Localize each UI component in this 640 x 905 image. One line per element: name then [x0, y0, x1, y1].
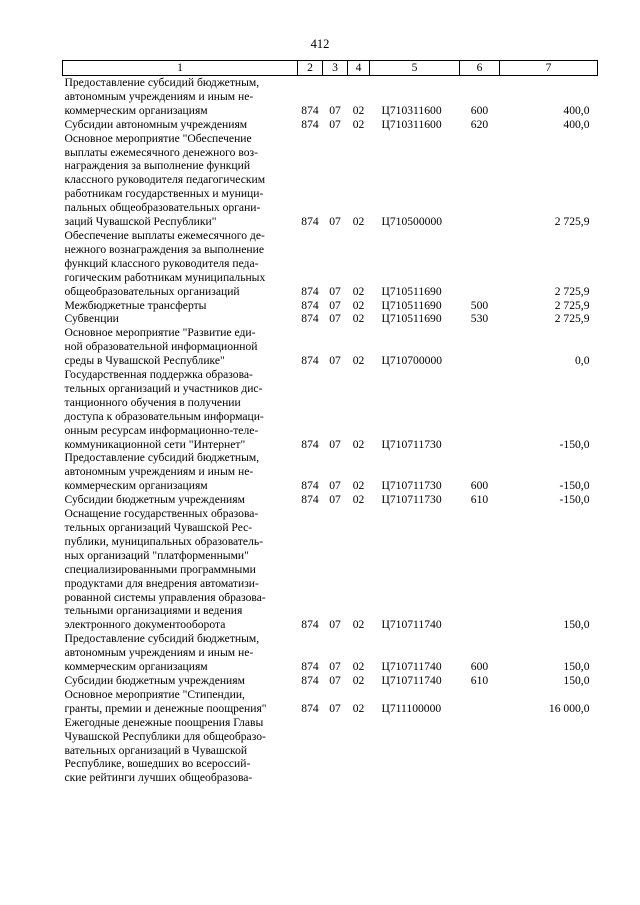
- section-code-cell: [323, 716, 348, 786]
- expense-name-line: Субвенции: [64, 312, 119, 326]
- expense-type-cell: 610: [470, 673, 489, 687]
- expense-name-cell: [63, 76, 298, 118]
- expense-type-cell: [460, 368, 500, 451]
- expense-name-cell: [63, 451, 298, 493]
- amount-cell: -150,0: [559, 479, 590, 493]
- expense-name-line: выплаты ежемесячного денежного воз-: [64, 145, 258, 159]
- expense-name-cell: [63, 716, 298, 786]
- table-row: [63, 299, 598, 313]
- column-header: 5: [370, 61, 460, 76]
- expense-name-line: Межбюджетные трансферты: [64, 298, 207, 312]
- column-header: 3: [323, 61, 348, 76]
- expense-name-line: Предоставление субсидий бюджетным,: [64, 76, 260, 89]
- amount-cell: 400,0: [563, 103, 590, 117]
- target-article-cell: Ц710711730: [381, 493, 442, 507]
- expense-name-line: коммерческим организациям: [64, 479, 208, 493]
- expense-name-line: Субсидии автономным учреждениям: [64, 117, 248, 131]
- expense-name-cell: [63, 326, 298, 368]
- section-code-cell: 07: [329, 673, 341, 687]
- expense-name-line: функций классного руководителя педа-: [64, 256, 259, 270]
- target-article-cell: [370, 716, 460, 786]
- amount-cell: 2 725,9: [554, 215, 590, 229]
- amount-cell: -150,0: [559, 437, 590, 451]
- subsection-code-cell: 02: [352, 215, 365, 229]
- admin-code-cell: 874: [301, 312, 319, 326]
- section-code-cell: 07: [329, 354, 341, 368]
- column-header: 1: [63, 61, 298, 76]
- expense-type-cell: [460, 326, 500, 368]
- admin-code-cell: 874: [301, 284, 319, 298]
- section-code-cell: 07: [329, 215, 341, 229]
- expense-name-line: коммуникационной сети "Интернет": [64, 437, 246, 451]
- expense-type-cell: 620: [470, 117, 489, 131]
- column-header: 2: [298, 61, 323, 76]
- expense-name-line: Чувашской Республики для общеобразо-: [64, 729, 266, 743]
- expense-name-line: классного руководителя педагогическим: [64, 173, 266, 187]
- admin-code-cell: 874: [301, 437, 319, 451]
- expense-name-cell: [63, 632, 298, 674]
- table-row: [63, 716, 598, 786]
- table-row: [63, 118, 598, 132]
- table-row: [63, 76, 598, 118]
- section-code-cell: 07: [329, 660, 341, 674]
- expense-type-cell: 600: [470, 479, 489, 493]
- subsection-code-cell: 02: [352, 479, 365, 493]
- target-article-cell: Ц710511690: [381, 298, 442, 312]
- expense-name-line: Субсидии бюджетным учреждениям: [64, 673, 245, 687]
- expense-name-line: вательных организаций в Чувашской: [64, 743, 248, 757]
- expense-name-line: ных организаций "платформенными": [64, 548, 249, 562]
- expense-name-line: Предоставление субсидий бюджетным,: [64, 451, 260, 465]
- amount-cell: 150,0: [563, 673, 590, 687]
- admin-code-cell: 874: [301, 660, 319, 674]
- expense-name-line: Субсидии бюджетным учреждениям: [64, 493, 245, 507]
- target-article-cell: Ц710511690: [381, 312, 442, 326]
- section-code-cell: 07: [329, 618, 341, 632]
- amount-cell: 400,0: [563, 117, 590, 131]
- expense-name-line: Основное мероприятие "Развитие еди-: [64, 326, 256, 340]
- target-article-cell: Ц710711740: [381, 660, 442, 674]
- expense-type-cell: 600: [470, 660, 489, 674]
- column-header: 7: [500, 61, 598, 76]
- subsection-code-cell: 02: [352, 701, 365, 715]
- expense-name-cell: [63, 507, 298, 632]
- table-row: [63, 312, 598, 326]
- table-row: [63, 451, 598, 493]
- expense-name-line: танционного обучения в получении: [64, 395, 241, 409]
- expense-name-cell: [63, 368, 298, 451]
- table-row: [63, 132, 598, 229]
- expense-name-cell: [63, 312, 298, 326]
- section-code-cell: 07: [329, 298, 341, 312]
- target-article-cell: Ц710311600: [381, 103, 442, 117]
- admin-code-cell: 874: [301, 701, 319, 715]
- subsection-code-cell: 02: [352, 117, 365, 131]
- expense-name-line: Предоставление субсидий бюджетным,: [64, 632, 260, 646]
- expense-name-line: ские рейтинги лучших общеобразова-: [64, 771, 253, 785]
- subsection-code-cell: 02: [352, 354, 365, 368]
- amount-cell: 2 725,9: [554, 312, 590, 326]
- column-header: 6: [460, 61, 500, 76]
- expense-type-cell: [460, 132, 500, 229]
- expense-type-cell: [460, 716, 500, 786]
- table-row: [63, 229, 598, 299]
- subsection-code-cell: 02: [352, 493, 365, 507]
- expense-name-line: гогическим работникам муниципальных: [64, 270, 266, 284]
- subsection-code-cell: 02: [352, 298, 365, 312]
- expense-type-cell: 600: [470, 103, 489, 117]
- expense-name-line: Основное мероприятие "Обеспечение: [64, 131, 252, 145]
- section-code-cell: 07: [329, 493, 341, 507]
- expense-name-line: ной образовательной информационной: [64, 340, 258, 354]
- expense-name-line: тельных организаций и участников дис-: [64, 381, 263, 395]
- expense-name-line: продуктами для внедрения автоматизи-: [64, 576, 259, 590]
- expense-name-line: доступа к образовательным информаци-: [64, 409, 264, 423]
- admin-code-cell: 874: [301, 298, 319, 312]
- expense-name-cell: [63, 299, 298, 313]
- expense-name-line: заций Чувашской Республики": [64, 215, 217, 229]
- expense-name-line: публики, муниципальных образователь-: [64, 534, 264, 548]
- target-article-cell: Ц710511690: [381, 284, 442, 298]
- expense-name-cell: [63, 132, 298, 229]
- subsection-code-cell: [348, 716, 370, 786]
- admin-code-cell: 874: [301, 673, 319, 687]
- table-row: [63, 688, 598, 716]
- expense-name-line: Основное мероприятие "Стипендии,: [64, 687, 245, 701]
- expense-name-line: награждения за выполнение функций: [64, 159, 251, 173]
- admin-code-cell: 874: [301, 493, 319, 507]
- expense-type-cell: 530: [470, 312, 489, 326]
- expense-name-line: Республике, вошедших во всероссий-: [64, 757, 251, 771]
- table-row: [63, 368, 598, 451]
- expense-type-cell: 610: [470, 493, 489, 507]
- expense-name-line: работникам государственных и муници-: [64, 187, 264, 201]
- expense-name-line: рованной системы управления образова-: [64, 590, 266, 604]
- amount-cell: 16 000,0: [548, 701, 590, 715]
- admin-code-cell: 874: [301, 618, 319, 632]
- amount-cell: 0,0: [575, 354, 590, 368]
- amount-cell: [500, 716, 598, 786]
- admin-code-cell: 874: [301, 479, 319, 493]
- amount-cell: 150,0: [563, 660, 590, 674]
- table-row: [63, 326, 598, 368]
- expense-name-cell: [63, 118, 298, 132]
- target-article-cell: Ц710711730: [381, 479, 442, 493]
- expense-name-line: общеобразовательных организаций: [64, 284, 240, 298]
- admin-code-cell: 874: [301, 117, 319, 131]
- table-row: [63, 632, 598, 674]
- admin-code-cell: 874: [301, 103, 319, 117]
- subsection-code-cell: 02: [352, 437, 365, 451]
- section-code-cell: 07: [329, 312, 341, 326]
- target-article-cell: Ц710500000: [381, 215, 443, 229]
- subsection-code-cell: 02: [352, 103, 365, 117]
- expense-name-line: Государственная поддержка образова-: [64, 368, 253, 382]
- table-header-row: [63, 61, 598, 76]
- expense-name-line: тельными организациями и ведения: [64, 604, 243, 618]
- subsection-code-cell: 02: [352, 618, 365, 632]
- amount-cell: 150,0: [563, 618, 590, 632]
- expense-name-line: автономным учреждениям и иным не-: [64, 646, 254, 660]
- expense-name-line: электронного документооборота: [64, 618, 226, 632]
- expense-type-cell: [460, 507, 500, 632]
- expense-name-line: онным ресурсам информационно-теле-: [64, 423, 259, 437]
- expense-name-line: Ежегодные денежные поощрения Главы: [64, 715, 264, 729]
- amount-cell: 2 725,9: [554, 284, 590, 298]
- page-number: 412: [310, 37, 330, 51]
- expense-name-cell: [63, 229, 298, 299]
- expense-type-cell: [460, 688, 500, 716]
- expense-name-line: специализированными программными: [64, 562, 256, 576]
- expense-name-cell: [63, 493, 298, 507]
- expense-name-line: пальных общеобразовательных органи-: [64, 201, 261, 215]
- section-code-cell: 07: [329, 479, 341, 493]
- subsection-code-cell: 02: [352, 673, 365, 687]
- admin-code-cell: [298, 716, 323, 786]
- expense-name-line: тельных организаций Чувашской Рес-: [64, 521, 253, 534]
- table-row: [63, 507, 598, 632]
- target-article-cell: Ц710711740: [381, 673, 442, 687]
- target-article-cell: Ц711100000: [381, 701, 442, 715]
- expense-name-line: среды в Чувашской Республике": [64, 354, 225, 368]
- table-row: [63, 493, 598, 507]
- expense-name-cell: [63, 688, 298, 716]
- section-code-cell: 07: [329, 117, 341, 131]
- expense-name-line: Оснащение государственных образова-: [64, 507, 259, 521]
- expense-name-line: коммерческим организациям: [64, 103, 208, 117]
- target-article-cell: Ц710311600: [381, 117, 442, 131]
- target-article-cell: Ц710711730: [381, 437, 442, 451]
- section-code-cell: 07: [329, 284, 341, 298]
- expense-type-cell: [460, 229, 500, 299]
- expense-name-line: автономным учреждениям и иным не-: [64, 465, 254, 479]
- expense-name-line: нежного вознаграждения за выполнение: [64, 242, 264, 256]
- column-header: 4: [348, 61, 370, 76]
- expense-name-line: автономным учреждениям и иным не-: [64, 89, 254, 103]
- budget-table: [62, 60, 598, 785]
- target-article-cell: Ц710711740: [381, 618, 442, 632]
- subsection-code-cell: 02: [352, 660, 365, 674]
- expense-name-line: гранты, премии и денежные поощрения": [64, 701, 267, 715]
- admin-code-cell: 874: [301, 354, 319, 368]
- expense-name-cell: [63, 674, 298, 688]
- expense-type-cell: 500: [470, 298, 489, 312]
- expense-name-line: коммерческим организациям: [64, 660, 208, 674]
- section-code-cell: 07: [329, 103, 341, 117]
- subsection-code-cell: 02: [352, 284, 365, 298]
- section-code-cell: 07: [329, 437, 341, 451]
- subsection-code-cell: 02: [352, 312, 365, 326]
- table-body: [63, 76, 598, 786]
- table-row: [63, 674, 598, 688]
- target-article-cell: Ц710700000: [381, 354, 443, 368]
- amount-cell: 2 725,9: [554, 298, 590, 312]
- expense-name-line: Обеспечение выплаты ежемесячного де-: [64, 228, 265, 242]
- admin-code-cell: 874: [301, 215, 319, 229]
- section-code-cell: 07: [329, 701, 341, 715]
- amount-cell: -150,0: [559, 493, 590, 507]
